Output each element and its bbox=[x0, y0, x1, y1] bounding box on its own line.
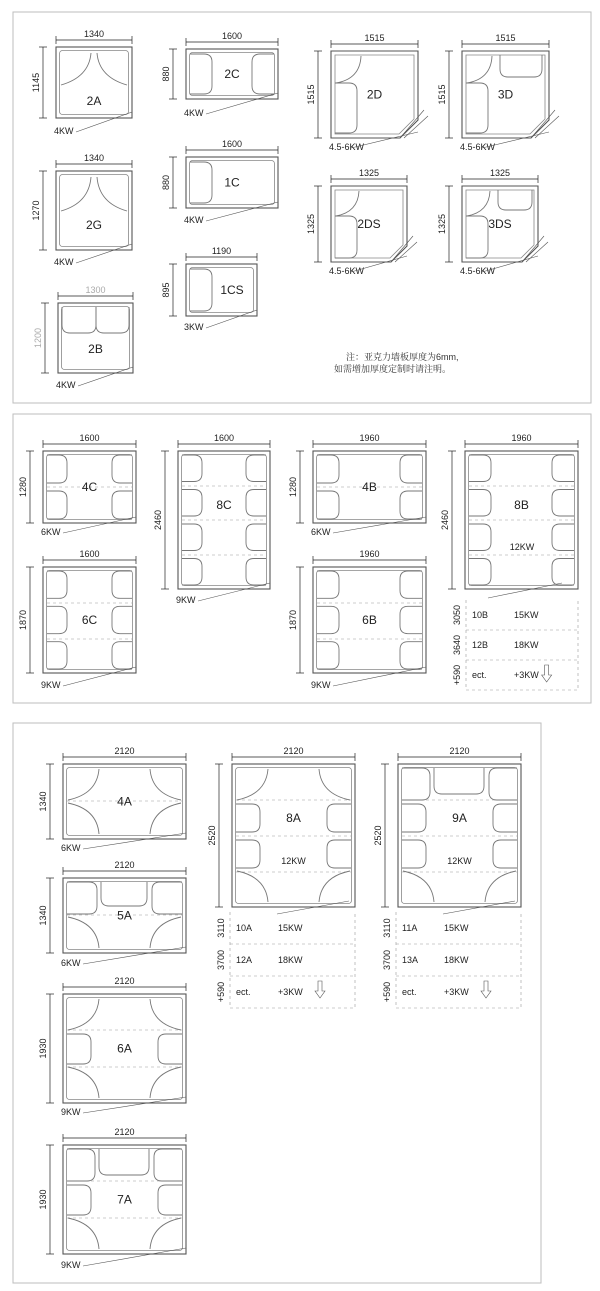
width-label: 1300 bbox=[85, 285, 106, 295]
note-line-1: 注：亚克力墙板厚度为6mm, bbox=[346, 352, 459, 362]
height-label: 2520 bbox=[373, 825, 383, 846]
extension-model-1: 13A bbox=[402, 955, 419, 965]
width-label: 1600 bbox=[79, 433, 100, 443]
room-name: 9A bbox=[452, 811, 467, 825]
room-name: 6A bbox=[117, 1041, 132, 1056]
heater-power-label: 4KW bbox=[184, 108, 204, 118]
extension-power-2: +3KW bbox=[514, 670, 539, 680]
extension-model-2: ect. bbox=[472, 670, 487, 680]
extension-power-1: 18KW bbox=[444, 955, 469, 965]
note-line-2: 如需增加厚度定制时请注明。 bbox=[334, 364, 452, 374]
extension-length-1: 3700 bbox=[382, 949, 392, 971]
heater-power-label: 4.5-6KW bbox=[329, 266, 365, 276]
heater-power-label: 9KW bbox=[311, 680, 331, 690]
room-name: 7A bbox=[117, 1192, 132, 1207]
width-label: 2120 bbox=[114, 860, 135, 870]
width-label: 1960 bbox=[359, 433, 380, 443]
extension-length-2: +590 bbox=[382, 981, 392, 1003]
width-label: 1600 bbox=[221, 139, 243, 149]
height-label: 2460 bbox=[440, 509, 450, 531]
height-label: 1930 bbox=[38, 1038, 48, 1059]
extension-power-0: 15KW bbox=[514, 610, 539, 620]
heater-power-label: 3KW bbox=[184, 322, 204, 332]
extension-model-0: 11A bbox=[402, 923, 418, 933]
heater-power-label: 4KW bbox=[54, 126, 74, 136]
room-name: 8A bbox=[286, 811, 301, 825]
height-label: 1280 bbox=[288, 476, 298, 498]
room-name: 4A bbox=[117, 794, 132, 809]
width-label: 2120 bbox=[114, 976, 135, 986]
width-label: 1600 bbox=[79, 549, 100, 559]
extension-model-2: ect. bbox=[236, 987, 251, 997]
heater-power-label: 12KW bbox=[509, 542, 535, 552]
height-label: 1930 bbox=[38, 1189, 48, 1210]
room-name: 2DS bbox=[357, 217, 381, 231]
height-label: 1870 bbox=[288, 609, 298, 631]
room-name: 6C bbox=[81, 613, 98, 627]
height-label: 880 bbox=[161, 174, 171, 191]
room-name: 1C bbox=[224, 175, 240, 190]
width-label: 1600 bbox=[213, 433, 235, 443]
room-name: 4B bbox=[362, 480, 377, 494]
heater-power-label: 12KW bbox=[281, 856, 306, 866]
height-label: 1340 bbox=[38, 791, 48, 812]
width-label: 1600 bbox=[221, 31, 243, 41]
height-label: 895 bbox=[161, 282, 171, 298]
extension-length-2: +590 bbox=[452, 664, 462, 686]
extension-length-1: 3640 bbox=[452, 634, 462, 656]
width-label: 2120 bbox=[449, 746, 470, 756]
height-label: 1280 bbox=[18, 476, 28, 498]
heater-power-label: 4KW bbox=[56, 380, 76, 390]
room-name: 8B bbox=[514, 498, 529, 512]
extension-model-1: 12A bbox=[236, 955, 253, 965]
height-label: 1870 bbox=[18, 609, 28, 631]
width-label: 1340 bbox=[83, 153, 105, 163]
height-label: 1325 bbox=[306, 213, 316, 235]
heater-power-label: 6KW bbox=[41, 527, 61, 537]
height-label: 1200 bbox=[33, 327, 43, 349]
heater-power-label: 9KW bbox=[61, 1107, 81, 1117]
extension-power-2: +3KW bbox=[444, 987, 469, 997]
extension-model-2: ect. bbox=[402, 987, 417, 997]
heater-power-label: 4.5-6KW bbox=[329, 142, 365, 152]
width-label: 1340 bbox=[83, 29, 105, 39]
height-label: 2520 bbox=[207, 825, 217, 846]
room-name: 3DS bbox=[488, 217, 512, 231]
room-name: 4C bbox=[81, 480, 98, 494]
width-label: 2120 bbox=[114, 746, 135, 756]
heater-power-label: 4KW bbox=[184, 215, 204, 225]
heater-power-label: 6KW bbox=[61, 843, 81, 853]
extension-power-0: 15KW bbox=[278, 923, 303, 933]
room-name: 2A bbox=[86, 94, 102, 108]
extension-power-1: 18KW bbox=[514, 640, 539, 650]
extension-model-0: 10A bbox=[236, 923, 253, 933]
room-name: 5A bbox=[117, 908, 132, 923]
extension-length-0: 3050 bbox=[452, 604, 462, 626]
width-label: 2120 bbox=[283, 746, 304, 756]
heater-power-label: 12KW bbox=[447, 856, 472, 866]
width-label: 1325 bbox=[489, 168, 511, 178]
height-label: 1325 bbox=[437, 213, 447, 235]
height-label: 1145 bbox=[31, 72, 41, 93]
room-name: 3D bbox=[497, 87, 514, 102]
extension-power-1: 18KW bbox=[278, 955, 303, 965]
height-label: 1515 bbox=[437, 84, 447, 105]
width-label: 1515 bbox=[364, 33, 385, 43]
extension-length-0: 3110 bbox=[382, 918, 392, 938]
heater-power-label: 6KW bbox=[311, 527, 331, 537]
section-panel-large-rooms bbox=[13, 723, 541, 1283]
heater-power-label: 4.5-6KW bbox=[460, 142, 496, 152]
width-label: 1515 bbox=[495, 33, 516, 43]
width-label: 1960 bbox=[359, 549, 380, 559]
heater-power-label: 9KW bbox=[61, 1260, 81, 1270]
room-name: 2C bbox=[224, 67, 240, 81]
heater-power-label: 4.5-6KW bbox=[460, 266, 496, 276]
extension-model-1: 12B bbox=[472, 640, 489, 650]
heater-power-label: 4KW bbox=[54, 257, 74, 267]
room-name: 2B bbox=[88, 342, 103, 356]
width-label: 2120 bbox=[114, 1127, 135, 1137]
width-label: 1960 bbox=[511, 433, 532, 443]
height-label: 1340 bbox=[38, 905, 48, 926]
heater-power-label: 6KW bbox=[61, 958, 81, 968]
heater-power-label: 9KW bbox=[41, 680, 61, 690]
room-name: 1CS bbox=[220, 283, 244, 297]
room-name: 8C bbox=[216, 498, 232, 512]
height-label: 1270 bbox=[31, 200, 41, 221]
room-name: 2G bbox=[85, 218, 103, 232]
extension-length-0: 3110 bbox=[216, 918, 226, 938]
extension-model-0: 10B bbox=[472, 610, 489, 620]
width-label: 1325 bbox=[358, 168, 380, 178]
heater-power-label: 9KW bbox=[176, 595, 196, 605]
extension-length-2: +590 bbox=[216, 981, 226, 1003]
height-label: 1515 bbox=[306, 84, 316, 105]
room-name: 2D bbox=[366, 87, 383, 102]
section-panel-medium-rooms bbox=[13, 414, 591, 703]
width-label: 1190 bbox=[211, 246, 232, 256]
extension-power-0: 15KW bbox=[444, 923, 469, 933]
extension-power-2: +3KW bbox=[278, 987, 303, 997]
height-label: 2460 bbox=[153, 509, 163, 531]
height-label: 880 bbox=[161, 66, 171, 82]
room-name: 6B bbox=[362, 613, 377, 627]
extension-length-1: 3700 bbox=[216, 949, 226, 971]
